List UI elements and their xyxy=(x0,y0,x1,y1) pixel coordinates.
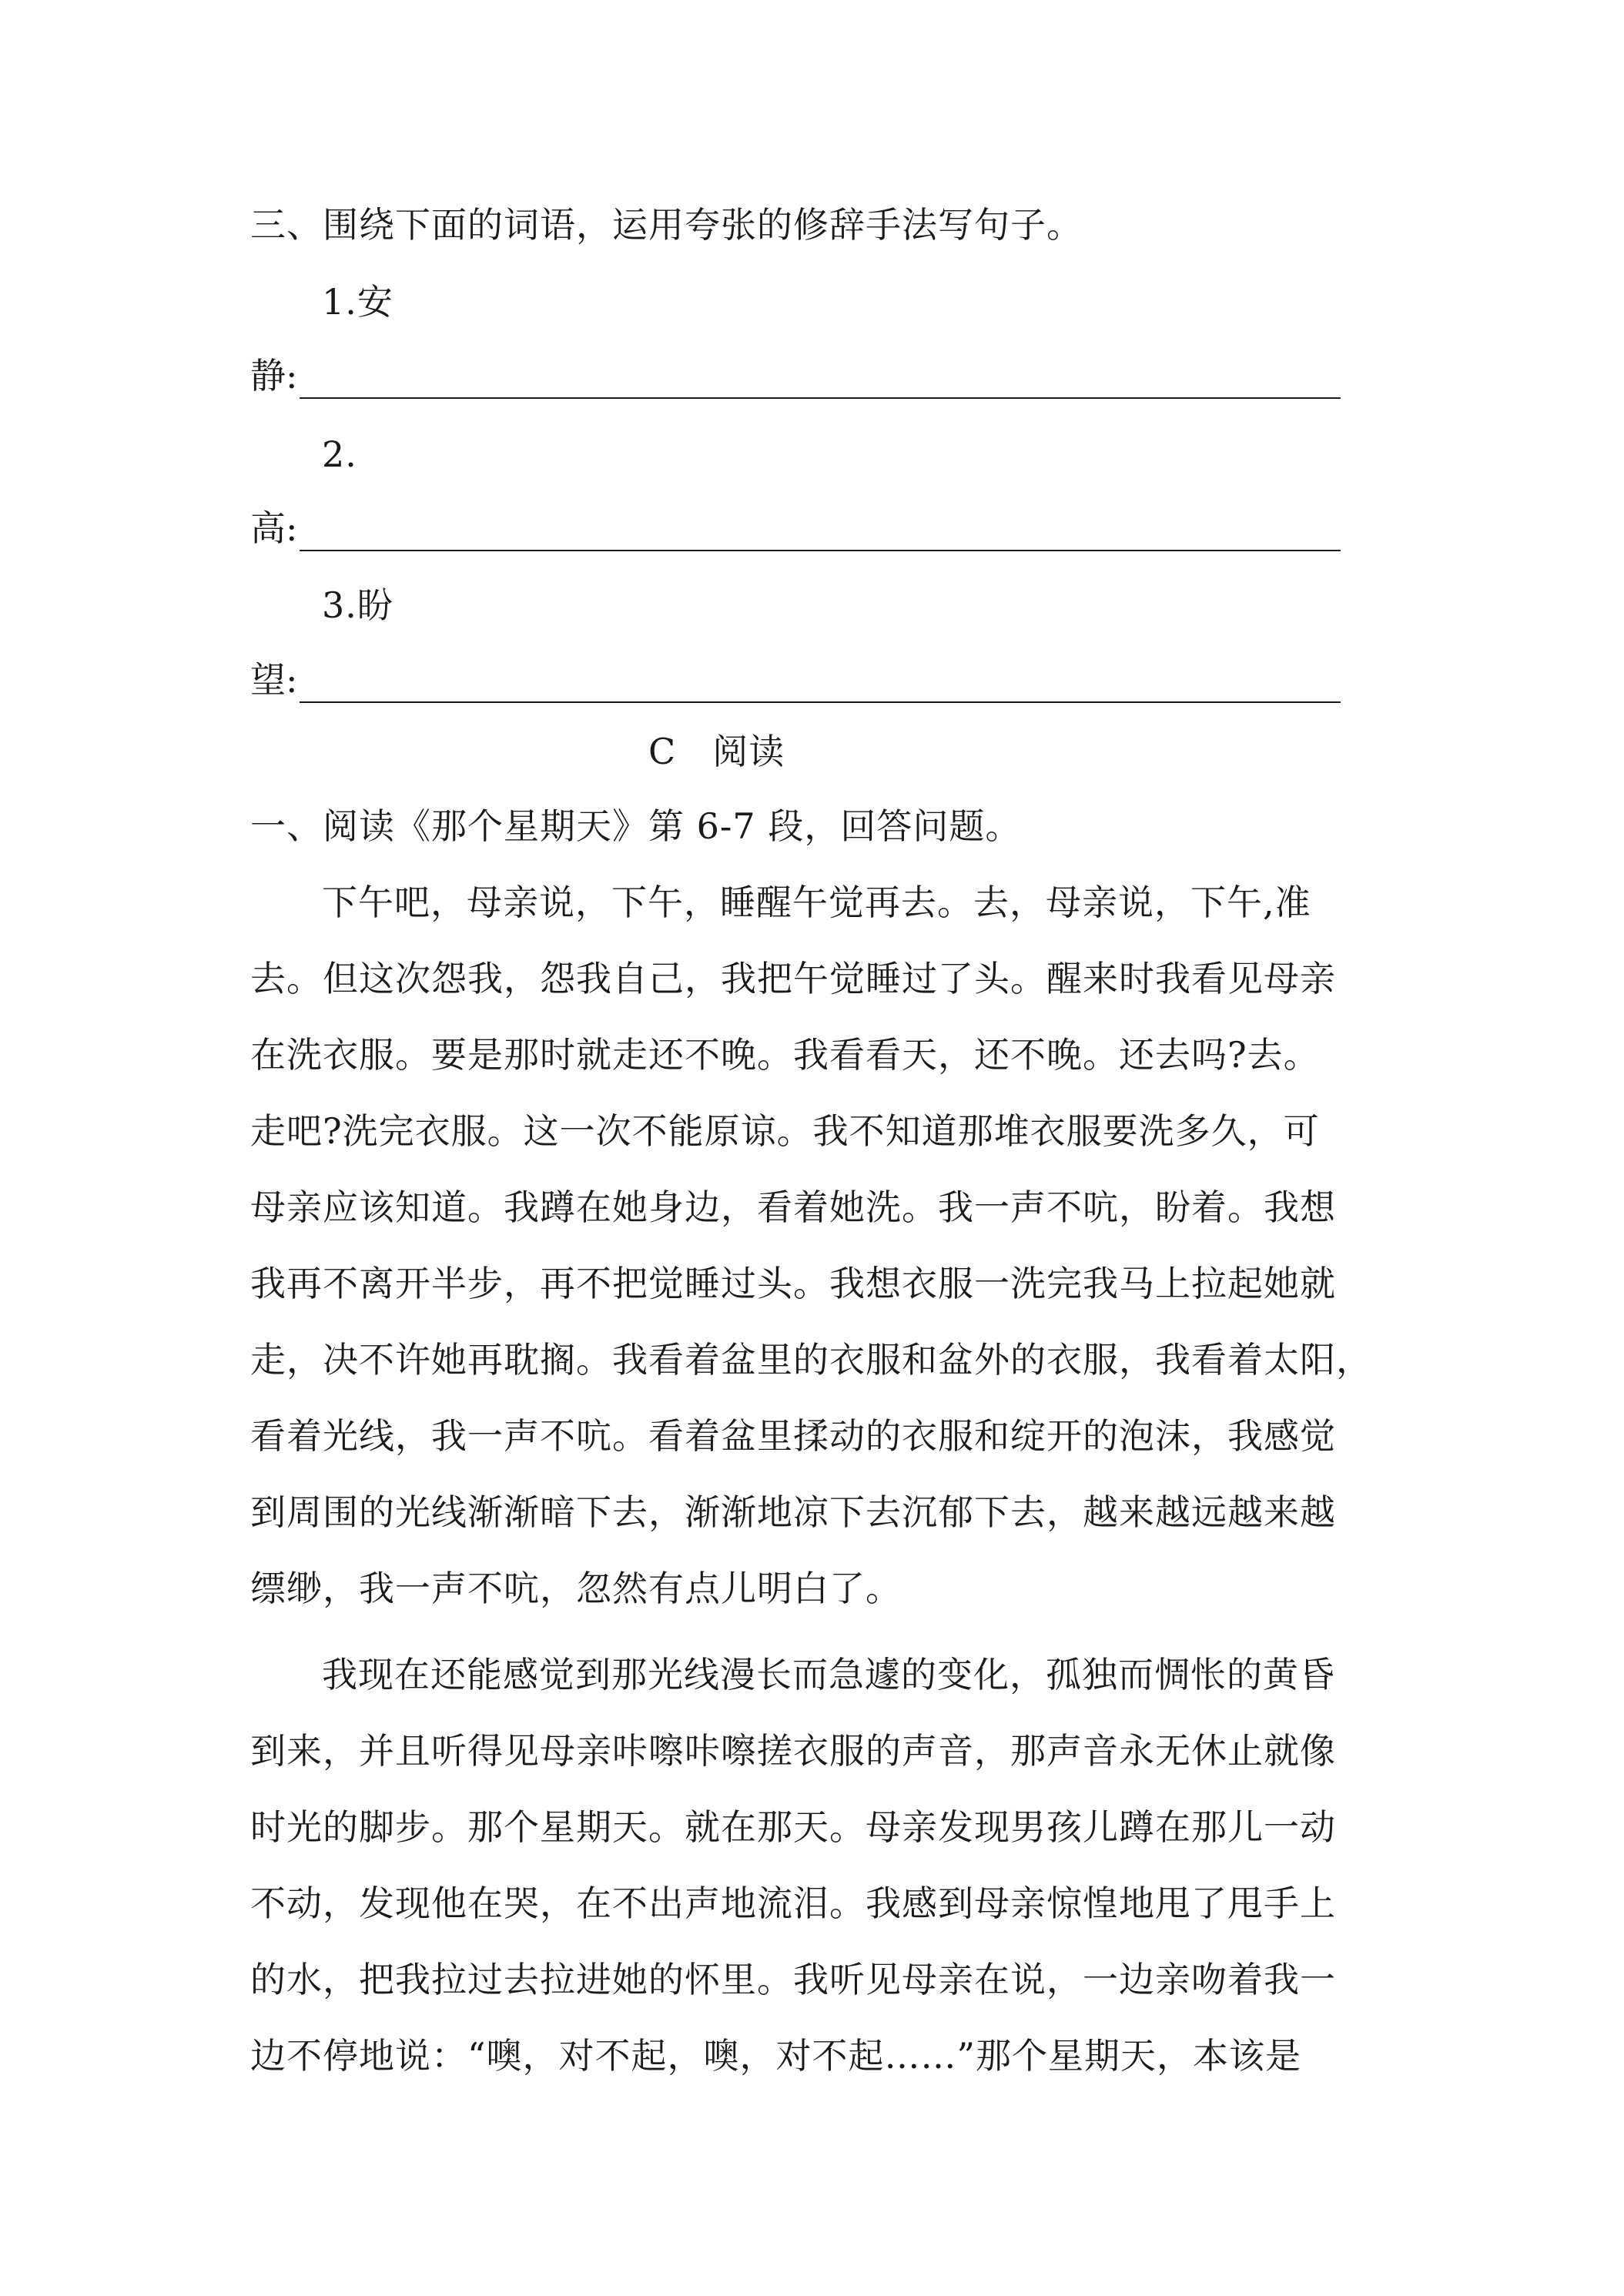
paragraph-line: 下午吧，母亲说，下午，睡醒午觉再去。去，母亲说，下午,准 xyxy=(322,882,1311,923)
item2-answer-row xyxy=(250,505,1341,551)
paragraph-line: 时光的脚步。那个星期天。就在那天。母亲发现男孩儿蹲在那儿一动 xyxy=(250,1806,1336,1848)
item1-number: 1.安 xyxy=(322,281,393,323)
paragraph-line: 看着光线，我一声不吭。看着盆里揉动的衣服和绽开的泡沫，我感觉 xyxy=(250,1415,1336,1457)
item3-answer-blank[interactable] xyxy=(300,671,1341,703)
paragraph-line: 到来，并且听得见母亲咔嚓咔嚓搓衣服的声音，那声音永无休止就像 xyxy=(250,1730,1336,1772)
paragraph-line: 的水，把我拉过去拉进她的怀里。我听见母亲在说，一边亲吻着我一 xyxy=(250,1959,1336,2000)
item1-label: 静: xyxy=(250,355,298,397)
paragraph-line: 在洗衣服。要是那时就走还不晚。我看看天，还不晚。还去吗?去。 xyxy=(250,1034,1320,1076)
item3-label: 望: xyxy=(250,659,298,701)
item2-answer-blank[interactable] xyxy=(300,519,1341,551)
paragraph-line: 到周围的光线渐渐暗下去，渐渐地凉下去沉郁下去，越来越远越来越 xyxy=(250,1491,1336,1533)
section3-title: 三、围绕下面的词语，运用夸张的修辞手法写句子。 xyxy=(250,204,1083,246)
item3-answer-row xyxy=(250,657,1341,703)
paragraph-line: 不动，发现他在哭，在不出声地流泪。我感到母亲惊惶地甩了甩手上 xyxy=(250,1883,1336,1924)
item1-answer-row xyxy=(250,353,1341,399)
paragraph-line: 我再不离开半步，再不把觉睡过头。我想衣服一洗完我马上拉起她就 xyxy=(250,1263,1336,1304)
paragraph-line: 边不停地说：“噢，对不起，噢，对不起……”那个星期天，本该是 xyxy=(250,2035,1302,2077)
item2-number: 2. xyxy=(322,433,357,475)
item1-answer-blank[interactable] xyxy=(300,366,1341,399)
paragraph-line: 走，决不许她再耽搁。我看着盆里的衣服和盆外的衣服，我看着太阳， xyxy=(250,1339,1372,1381)
paragraph-line: 缥缈，我一声不吭，忽然有点儿明白了。 xyxy=(250,1568,902,1609)
item2-label: 高: xyxy=(250,507,298,549)
question1-title: 一、阅读《那个星期天》第 6-7 段，回答问题。 xyxy=(250,805,1022,847)
paragraph-line: 走吧?洗完衣服。这一次不能原谅。我不知道那堆衣服要洗多久，可 xyxy=(250,1110,1320,1152)
paragraph-line: 去。但这次怨我，怨我自己，我把午觉睡过了头。醒来时我看见母亲 xyxy=(250,958,1336,999)
paragraph-line: 我现在还能感觉到那光线漫长而急遽的变化，孤独而惆怅的黄昏 xyxy=(322,1654,1335,1695)
section-c-heading: C 阅读 xyxy=(648,731,785,772)
paragraph-line: 母亲应该知道。我蹲在她身边，看着她洗。我一声不吭，盼着。我想 xyxy=(250,1186,1336,1228)
item3-number: 3.盼 xyxy=(322,584,393,626)
